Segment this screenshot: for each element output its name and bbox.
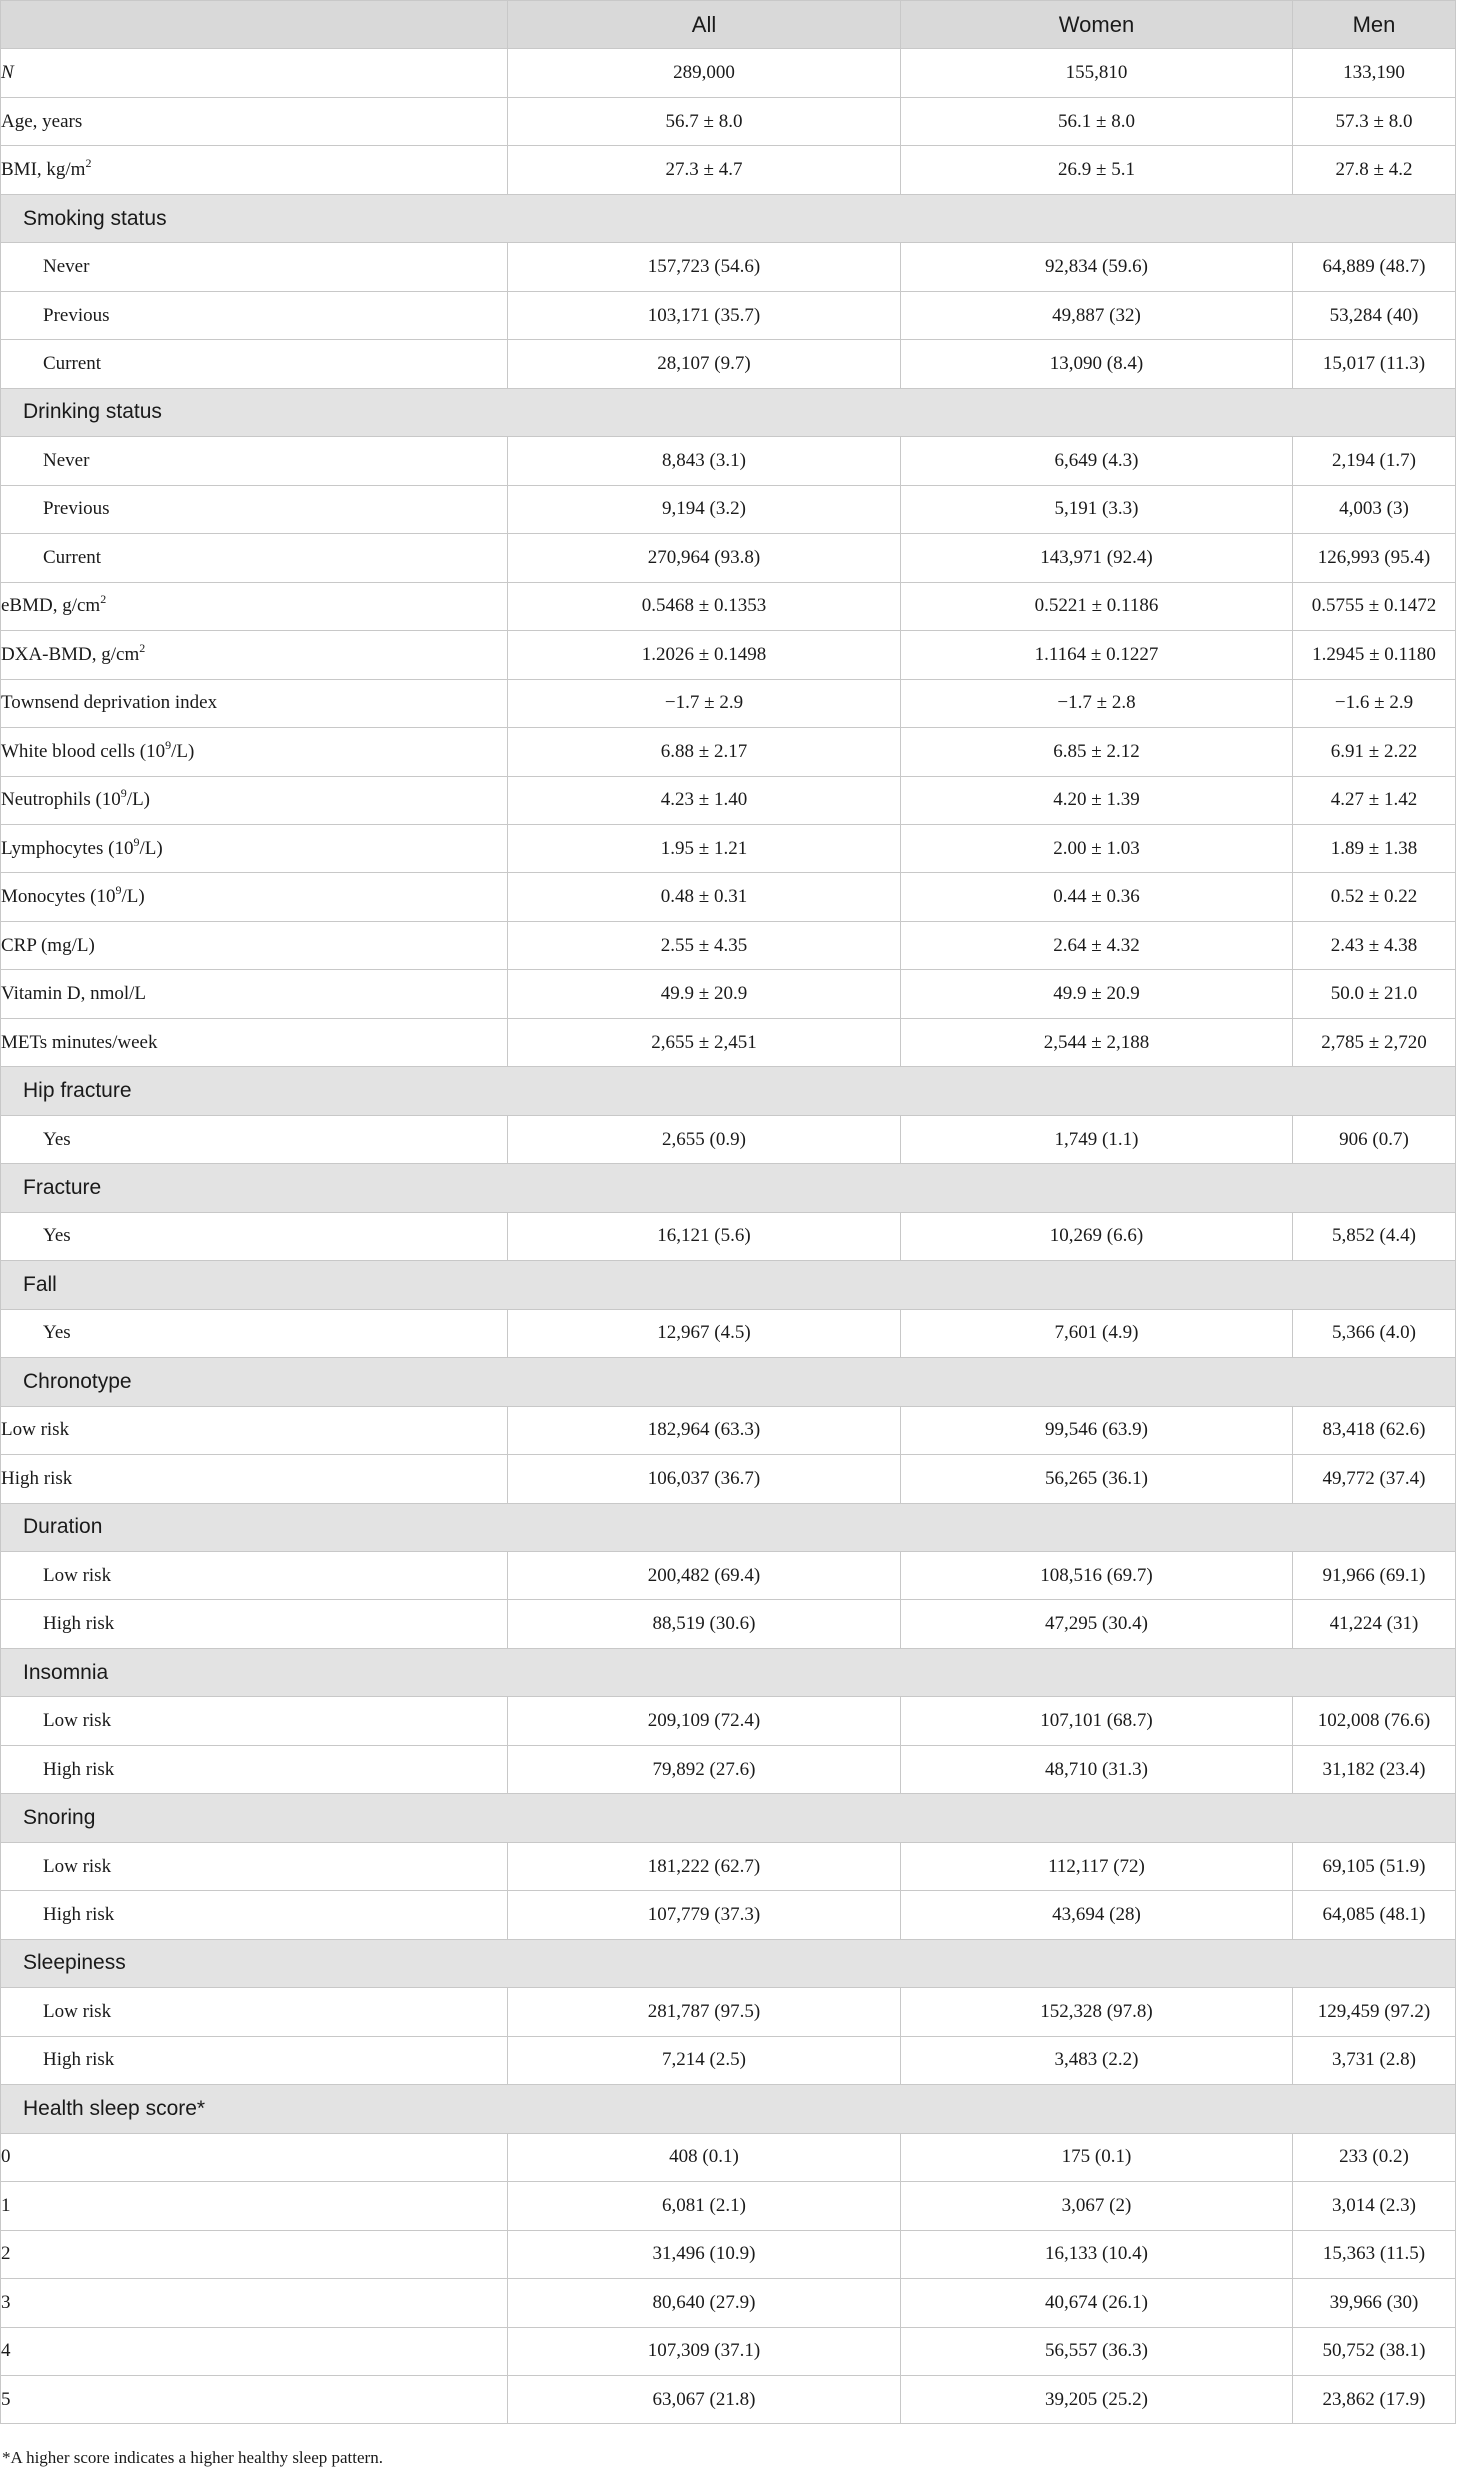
table-row bbox=[1, 1309, 1456, 1357]
value-women: 0.44 ± 0.36 bbox=[901, 873, 1293, 921]
value-women: 47,295 (30.4) bbox=[901, 1600, 1293, 1648]
value-men: 64,889 (48.7) bbox=[1293, 243, 1456, 291]
value-men: 4,003 (3) bbox=[1293, 485, 1456, 533]
value-all: 281,787 (97.5) bbox=[508, 1988, 901, 2036]
row-label-text: Monocytes (10 bbox=[1, 886, 116, 908]
table-row bbox=[1, 2375, 1456, 2423]
value-women: 3,067 (2) bbox=[901, 2182, 1293, 2230]
row-label-text: Never bbox=[43, 256, 90, 278]
value-women: 49,887 (32) bbox=[901, 291, 1293, 339]
row-label-superscript: 2 bbox=[85, 156, 92, 171]
row-label-text: Age, years bbox=[1, 110, 83, 132]
row-label-superscript: 9 bbox=[133, 834, 140, 849]
value-all: 12,967 (4.5) bbox=[508, 1309, 901, 1357]
value-all: 181,222 (62.7) bbox=[508, 1842, 901, 1890]
table-row bbox=[1, 582, 1456, 630]
row-label bbox=[1, 1842, 508, 1890]
row-label-text: 2 bbox=[1, 2243, 11, 2265]
value-all: 182,964 (63.3) bbox=[508, 1406, 901, 1454]
value-all: 0.48 ± 0.31 bbox=[508, 873, 901, 921]
value-women: 16,133 (10.4) bbox=[901, 2230, 1293, 2278]
table-row bbox=[1, 1745, 1456, 1793]
value-men: 15,017 (11.3) bbox=[1293, 340, 1456, 388]
value-men: 15,363 (11.5) bbox=[1293, 2230, 1456, 2278]
row-label-superscript: 9 bbox=[120, 786, 127, 801]
value-all: 408 (0.1) bbox=[508, 2133, 901, 2181]
table-row bbox=[1, 1600, 1456, 1648]
table-row bbox=[1, 97, 1456, 145]
row-label-text: Low risk bbox=[43, 1564, 112, 1586]
value-all: 4.23 ± 1.40 bbox=[508, 776, 901, 824]
value-all: 0.5468 ± 0.1353 bbox=[508, 582, 901, 630]
row-label-text: Previous bbox=[43, 498, 110, 520]
row-label bbox=[1, 1455, 508, 1503]
value-women: 2.64 ± 4.32 bbox=[901, 921, 1293, 969]
section-row bbox=[1, 1261, 1456, 1309]
table-row bbox=[1, 1552, 1456, 1600]
section-label: Hip fracture bbox=[1, 1067, 1456, 1115]
value-all: 49.9 ± 20.9 bbox=[508, 970, 901, 1018]
value-all: 9,194 (3.2) bbox=[508, 485, 901, 533]
row-label bbox=[1, 1212, 508, 1260]
value-women: 107,101 (68.7) bbox=[901, 1697, 1293, 1745]
value-all: 8,843 (3.1) bbox=[508, 437, 901, 485]
row-label bbox=[1, 970, 508, 1018]
row-label bbox=[1, 2230, 508, 2278]
value-women: 99,546 (63.9) bbox=[901, 1406, 1293, 1454]
row-label bbox=[1, 534, 508, 582]
row-label-text: Lymphocytes (10 bbox=[1, 837, 134, 859]
row-label-suffix: /L) bbox=[126, 789, 151, 811]
row-label bbox=[1, 1988, 508, 2036]
value-women: 0.5221 ± 0.1186 bbox=[901, 582, 1293, 630]
row-label-text: Current bbox=[43, 546, 102, 568]
value-women: 49.9 ± 20.9 bbox=[901, 970, 1293, 1018]
value-men: 23,862 (17.9) bbox=[1293, 2375, 1456, 2423]
table-row bbox=[1, 340, 1456, 388]
value-men: 83,418 (62.6) bbox=[1293, 1406, 1456, 1454]
value-men: 27.8 ± 4.2 bbox=[1293, 146, 1456, 194]
row-label-suffix: /L) bbox=[171, 740, 195, 762]
value-all: 27.3 ± 4.7 bbox=[508, 146, 901, 194]
row-label bbox=[1, 340, 508, 388]
table-row bbox=[1, 1988, 1456, 2036]
row-label-superscript: 9 bbox=[115, 883, 122, 898]
row-label bbox=[1, 921, 508, 969]
value-women: 1,749 (1.1) bbox=[901, 1115, 1293, 1163]
value-all: 2.55 ± 4.35 bbox=[508, 921, 901, 969]
value-men: 126,993 (95.4) bbox=[1293, 534, 1456, 582]
table-row bbox=[1, 631, 1456, 679]
table-row bbox=[1, 1018, 1456, 1066]
table-row bbox=[1, 873, 1456, 921]
row-label bbox=[1, 146, 508, 194]
row-label bbox=[1, 2182, 508, 2230]
value-all: 63,067 (21.8) bbox=[508, 2375, 901, 2423]
table-row bbox=[1, 970, 1456, 1018]
row-label bbox=[1, 824, 508, 872]
section-label: Duration bbox=[1, 1503, 1456, 1551]
value-men: 69,105 (51.9) bbox=[1293, 1842, 1456, 1890]
table-row bbox=[1, 1212, 1456, 1260]
value-women: −1.7 ± 2.8 bbox=[901, 679, 1293, 727]
section-label: Snoring bbox=[1, 1794, 1456, 1842]
row-label-superscript: 2 bbox=[139, 640, 146, 655]
row-label-text: N bbox=[1, 62, 14, 84]
table-row bbox=[1, 146, 1456, 194]
table-row bbox=[1, 534, 1456, 582]
value-all: 56.7 ± 8.0 bbox=[508, 97, 901, 145]
table-row bbox=[1, 1842, 1456, 1890]
row-label bbox=[1, 1406, 508, 1454]
table-row bbox=[1, 291, 1456, 339]
row-label-text: High risk bbox=[43, 1758, 115, 1780]
table-row bbox=[1, 49, 1456, 97]
row-label-text: Townsend deprivation index bbox=[1, 692, 218, 714]
row-label-text: 4 bbox=[1, 2340, 11, 2362]
value-men: 0.5755 ± 0.1472 bbox=[1293, 582, 1456, 630]
row-label-suffix: /L) bbox=[121, 886, 145, 908]
row-label bbox=[1, 679, 508, 727]
value-women: 152,328 (97.8) bbox=[901, 1988, 1293, 2036]
value-women: 56,557 (36.3) bbox=[901, 2327, 1293, 2375]
value-all: 7,214 (2.5) bbox=[508, 2036, 901, 2084]
value-women: 39,205 (25.2) bbox=[901, 2375, 1293, 2423]
row-label-text: 0 bbox=[1, 2146, 11, 2168]
value-women: 43,694 (28) bbox=[901, 1891, 1293, 1939]
table-row bbox=[1, 2230, 1456, 2278]
table-row bbox=[1, 2279, 1456, 2327]
value-all: 106,037 (36.7) bbox=[508, 1455, 901, 1503]
value-men: 2,194 (1.7) bbox=[1293, 437, 1456, 485]
row-label-text: High risk bbox=[43, 2049, 115, 2071]
table-body bbox=[1, 49, 1456, 2424]
value-men: 6.91 ± 2.22 bbox=[1293, 728, 1456, 776]
section-label: Insomnia bbox=[1, 1648, 1456, 1696]
value-women: 108,516 (69.7) bbox=[901, 1552, 1293, 1600]
row-label bbox=[1, 1115, 508, 1163]
row-label bbox=[1, 2327, 508, 2375]
value-men: −1.6 ± 2.9 bbox=[1293, 679, 1456, 727]
value-men: 133,190 bbox=[1293, 49, 1456, 97]
value-women: 40,674 (26.1) bbox=[901, 2279, 1293, 2327]
row-label-text: Previous bbox=[43, 304, 110, 326]
value-men: 64,085 (48.1) bbox=[1293, 1891, 1456, 1939]
table-row bbox=[1, 1697, 1456, 1745]
row-label bbox=[1, 582, 508, 630]
value-all: 28,107 (9.7) bbox=[508, 340, 901, 388]
table-row bbox=[1, 2182, 1456, 2230]
row-label-text: DXA-BMD, g/cm bbox=[1, 643, 140, 665]
value-all: 157,723 (54.6) bbox=[508, 243, 901, 291]
value-women: 6.85 ± 2.12 bbox=[901, 728, 1293, 776]
section-label: Chronotype bbox=[1, 1358, 1456, 1406]
row-label-text: High risk bbox=[43, 1904, 115, 1926]
row-label bbox=[1, 243, 508, 291]
section-row bbox=[1, 1358, 1456, 1406]
row-label-text: Low risk bbox=[43, 1710, 112, 1732]
value-all: 209,109 (72.4) bbox=[508, 1697, 901, 1745]
value-men: 39,966 (30) bbox=[1293, 2279, 1456, 2327]
value-women: 175 (0.1) bbox=[901, 2133, 1293, 2181]
value-men: 2,785 ± 2,720 bbox=[1293, 1018, 1456, 1066]
table-row bbox=[1, 776, 1456, 824]
value-women: 13,090 (8.4) bbox=[901, 340, 1293, 388]
section-row bbox=[1, 388, 1456, 436]
section-row bbox=[1, 2085, 1456, 2133]
value-men: 102,008 (76.6) bbox=[1293, 1697, 1456, 1745]
value-men: 57.3 ± 8.0 bbox=[1293, 97, 1456, 145]
row-label-superscript: 9 bbox=[165, 737, 172, 752]
section-row bbox=[1, 1939, 1456, 1987]
row-label-text: Low risk bbox=[43, 2000, 112, 2022]
row-label-text: Current bbox=[43, 353, 102, 375]
row-label bbox=[1, 1891, 508, 1939]
value-women: 10,269 (6.6) bbox=[901, 1212, 1293, 1260]
value-women: 56,265 (36.1) bbox=[901, 1455, 1293, 1503]
value-women: 92,834 (59.6) bbox=[901, 243, 1293, 291]
row-label-text: Vitamin D, nmol/L bbox=[1, 983, 147, 1005]
row-label bbox=[1, 2375, 508, 2423]
row-label bbox=[1, 1600, 508, 1648]
value-women: 3,483 (2.2) bbox=[901, 2036, 1293, 2084]
value-all: 200,482 (69.4) bbox=[508, 1552, 901, 1600]
value-all: 79,892 (27.6) bbox=[508, 1745, 901, 1793]
value-women: 48,710 (31.3) bbox=[901, 1745, 1293, 1793]
row-label bbox=[1, 1745, 508, 1793]
row-label bbox=[1, 1309, 508, 1357]
value-all: 6,081 (2.1) bbox=[508, 2182, 901, 2230]
row-label-text: White blood cells (10 bbox=[1, 740, 166, 762]
value-men: 5,366 (4.0) bbox=[1293, 1309, 1456, 1357]
value-all: 289,000 bbox=[508, 49, 901, 97]
value-men: 2.43 ± 4.38 bbox=[1293, 921, 1456, 969]
value-women: 155,810 bbox=[901, 49, 1293, 97]
section-row bbox=[1, 1503, 1456, 1551]
table-row bbox=[1, 2036, 1456, 2084]
table-row bbox=[1, 824, 1456, 872]
row-label-text: eBMD, g/cm bbox=[1, 595, 101, 617]
row-label-text: Low risk bbox=[43, 1855, 112, 1877]
value-women: 26.9 ± 5.1 bbox=[901, 146, 1293, 194]
section-label: Health sleep score* bbox=[1, 2085, 1456, 2133]
value-men: 41,224 (31) bbox=[1293, 1600, 1456, 1648]
row-label bbox=[1, 2279, 508, 2327]
table-row bbox=[1, 921, 1456, 969]
value-all: 80,640 (27.9) bbox=[508, 2279, 901, 2327]
table-row bbox=[1, 243, 1456, 291]
row-label bbox=[1, 291, 508, 339]
table-row bbox=[1, 2133, 1456, 2181]
section-row bbox=[1, 1648, 1456, 1696]
value-men: 31,182 (23.4) bbox=[1293, 1745, 1456, 1793]
value-women: 7,601 (4.9) bbox=[901, 1309, 1293, 1357]
table-row bbox=[1, 2327, 1456, 2375]
row-label-text: 5 bbox=[1, 2388, 11, 2410]
value-men: 4.27 ± 1.42 bbox=[1293, 776, 1456, 824]
table-row bbox=[1, 1115, 1456, 1163]
value-all: 1.2026 ± 0.1498 bbox=[508, 631, 901, 679]
row-label-text: Yes bbox=[43, 1128, 71, 1150]
row-label-text: 1 bbox=[1, 2194, 11, 2216]
value-men: 1.89 ± 1.38 bbox=[1293, 824, 1456, 872]
table-header-row bbox=[1, 1, 1456, 49]
value-men: 50.0 ± 21.0 bbox=[1293, 970, 1456, 1018]
table-footnote: *A higher score indicates a higher healthy sleep pattern. bbox=[2, 2448, 383, 2467]
value-all: 2,655 ± 2,451 bbox=[508, 1018, 901, 1066]
row-label bbox=[1, 776, 508, 824]
value-men: 906 (0.7) bbox=[1293, 1115, 1456, 1163]
row-label-text: Yes bbox=[43, 1225, 71, 1247]
value-women: 1.1164 ± 0.1227 bbox=[901, 631, 1293, 679]
row-label bbox=[1, 2036, 508, 2084]
value-women: 143,971 (92.4) bbox=[901, 534, 1293, 582]
section-row bbox=[1, 194, 1456, 242]
row-label bbox=[1, 49, 508, 97]
value-men: 0.52 ± 0.22 bbox=[1293, 873, 1456, 921]
section-row bbox=[1, 1794, 1456, 1842]
row-label-text: 3 bbox=[1, 2291, 11, 2313]
value-men: 3,731 (2.8) bbox=[1293, 2036, 1456, 2084]
table-row bbox=[1, 1455, 1456, 1503]
header-all: All bbox=[508, 1, 901, 49]
row-label-text: Yes bbox=[43, 1322, 71, 1344]
row-label-superscript: 2 bbox=[100, 592, 107, 607]
value-men: 3,014 (2.3) bbox=[1293, 2182, 1456, 2230]
row-label bbox=[1, 728, 508, 776]
value-all: 103,171 (35.7) bbox=[508, 291, 901, 339]
section-row bbox=[1, 1164, 1456, 1212]
table-row bbox=[1, 728, 1456, 776]
value-men: 129,459 (97.2) bbox=[1293, 1988, 1456, 2036]
row-label bbox=[1, 1552, 508, 1600]
value-women: 56.1 ± 8.0 bbox=[901, 97, 1293, 145]
value-all: 107,779 (37.3) bbox=[508, 1891, 901, 1939]
table-row bbox=[1, 1406, 1456, 1454]
row-label-text: Low risk bbox=[1, 1419, 70, 1441]
value-men: 53,284 (40) bbox=[1293, 291, 1456, 339]
value-men: 50,752 (38.1) bbox=[1293, 2327, 1456, 2375]
header-label-column bbox=[1, 1, 508, 49]
row-label-text: Never bbox=[43, 449, 90, 471]
row-label bbox=[1, 1018, 508, 1066]
row-label-text: High risk bbox=[43, 1613, 115, 1635]
value-all: 31,496 (10.9) bbox=[508, 2230, 901, 2278]
value-all: 6.88 ± 2.17 bbox=[508, 728, 901, 776]
header-men: Men bbox=[1293, 1, 1456, 49]
value-men: 49,772 (37.4) bbox=[1293, 1455, 1456, 1503]
row-label bbox=[1, 2133, 508, 2181]
section-label: Fall bbox=[1, 1261, 1456, 1309]
value-all: 107,309 (37.1) bbox=[508, 2327, 901, 2375]
row-label-text: High risk bbox=[1, 1467, 73, 1489]
value-men: 5,852 (4.4) bbox=[1293, 1212, 1456, 1260]
row-label-text: METs minutes/week bbox=[1, 1031, 158, 1053]
row-label bbox=[1, 437, 508, 485]
row-label bbox=[1, 631, 508, 679]
table-row bbox=[1, 1891, 1456, 1939]
value-men: 91,966 (69.1) bbox=[1293, 1552, 1456, 1600]
row-label-text: Neutrophils (10 bbox=[1, 789, 121, 811]
value-all: 88,519 (30.6) bbox=[508, 1600, 901, 1648]
section-label: Sleepiness bbox=[1, 1939, 1456, 1987]
row-label bbox=[1, 97, 508, 145]
row-label-suffix: /L) bbox=[139, 837, 163, 859]
value-all: 16,121 (5.6) bbox=[508, 1212, 901, 1260]
row-label-text: CRP (mg/L) bbox=[1, 934, 95, 956]
section-label: Fracture bbox=[1, 1164, 1456, 1212]
value-women: 112,117 (72) bbox=[901, 1842, 1293, 1890]
value-all: 270,964 (93.8) bbox=[508, 534, 901, 582]
row-label bbox=[1, 1697, 508, 1745]
value-women: 5,191 (3.3) bbox=[901, 485, 1293, 533]
table-row bbox=[1, 485, 1456, 533]
value-women: 4.20 ± 1.39 bbox=[901, 776, 1293, 824]
section-label: Smoking status bbox=[1, 194, 1456, 242]
section-label: Drinking status bbox=[1, 388, 1456, 436]
section-row bbox=[1, 1067, 1456, 1115]
value-women: 2,544 ± 2,188 bbox=[901, 1018, 1293, 1066]
value-men: 1.2945 ± 0.1180 bbox=[1293, 631, 1456, 679]
row-label bbox=[1, 485, 508, 533]
row-label-text: BMI, kg/m bbox=[1, 159, 86, 181]
header-women: Women bbox=[901, 1, 1293, 49]
value-men: 233 (0.2) bbox=[1293, 2133, 1456, 2181]
value-women: 6,649 (4.3) bbox=[901, 437, 1293, 485]
value-women: 2.00 ± 1.03 bbox=[901, 824, 1293, 872]
value-all: 2,655 (0.9) bbox=[508, 1115, 901, 1163]
table-row bbox=[1, 679, 1456, 727]
table-row bbox=[1, 437, 1456, 485]
value-all: 1.95 ± 1.21 bbox=[508, 824, 901, 872]
row-label bbox=[1, 873, 508, 921]
value-all: −1.7 ± 2.9 bbox=[508, 679, 901, 727]
